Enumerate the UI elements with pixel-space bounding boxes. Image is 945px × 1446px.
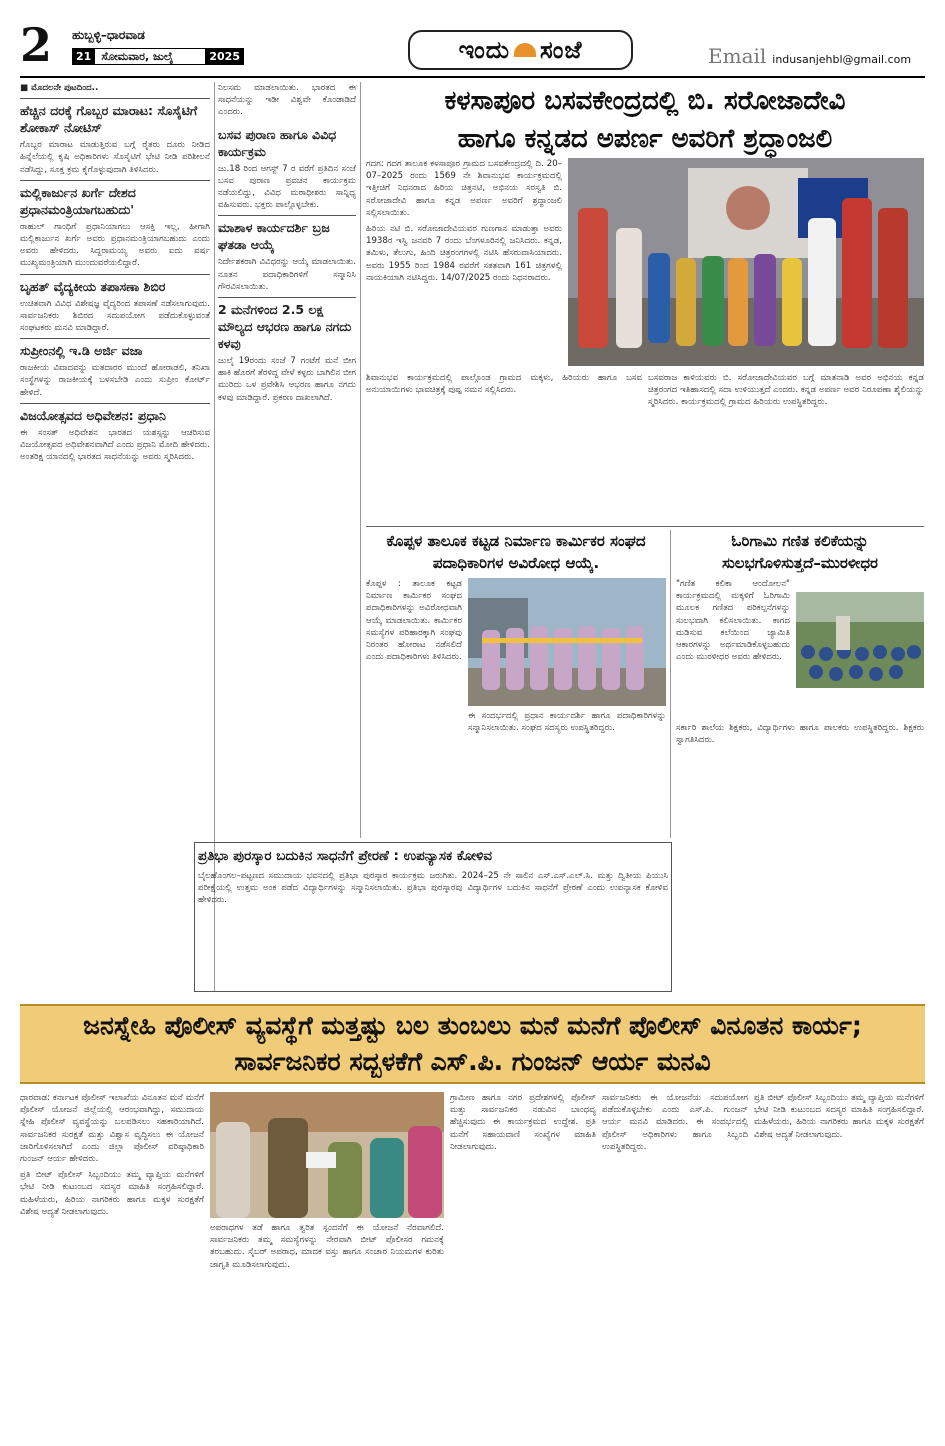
koppal-photo-illustration xyxy=(468,578,666,706)
police-body-col2 xyxy=(210,1222,444,1434)
section-rule xyxy=(366,526,924,527)
origami-headline-line1: ಓರಿಗಾಮಿ ಗಣಿತ ಕಲಿಕೆಯನ್ನು xyxy=(731,532,869,550)
email-block xyxy=(708,44,911,68)
top-story-body-right xyxy=(648,372,924,522)
police-paragraph: ಪ್ರತಿ ಬೀಟ್ ಪೊಲೀಸ್ ಸಿಬ್ಬಂದಿಯು ತಮ್ಮ ವ್ಯಾಪ್ತಿಯ ಮನೆಗಳಿಗೆ ಭೇಟಿ ನೀಡಿ ಕುಟುಂಬದ ಸದಸ್ಯರ ಮಾಹಿತಿ ಸಂಗ್ರಹಿಸಲಿದ್ದಾರೆ. ಮಹಿಳೆಯರು, ಹಿರಿಯ ನಾಗರಿಕರು ಹಾಗೂ ಮಕ್ಕಳ ಸುರಕ್ಷತೆಗೆ ವಿಶೇಷ ಆದ್ಯತೆ ನೀಡಲಾಗುವುದು. xyxy=(20,1170,204,1217)
header-rule xyxy=(20,76,925,78)
masthead xyxy=(0,0,945,74)
article-headline-basava-purana: ಬಸವ ಪುರಾಣ ಹಾಗೂ ವಿವಿಧ ಕಾರ್ಯಕ್ರಮ xyxy=(218,126,337,159)
article-headline-mashala: ಮಾಶಾಳ ಕಾರ್ಯದರ್ಶಿ ಬ್ರಜ ಘತಡಾ ಆಯ್ಕೆ xyxy=(218,215,356,253)
second-column xyxy=(218,82,356,834)
koppal-body-left xyxy=(366,578,462,834)
origami-body-left xyxy=(676,578,790,718)
koppal-paragraph: ಕೊಪ್ಪಳ : ತಾಲೂಕ ಕಟ್ಟಡ ನಿರ್ಮಾಣ ಕಾರ್ಮಿಕರ ಸಂಘದ ಪದಾಧಿಕಾರಿಗಳನ್ನು ಅವಿರೋಧವಾಗಿ ಆಯ್ಕೆ ಮಾಡಲಾಯಿತು. ಕಾರ್ಮಿಕರ ಸಮಸ್ಯೆಗಳ ಪರಿಹಾರಕ್ಕಾಗಿ ಸಂಘವು ನಿರಂತರ ಹೋರಾಟ ನಡೆಸಲಿದೆ ಎಂದು ಪದಾಧಿಕಾರಿಗಳು ತಿಳಿಸಿದರು. xyxy=(366,579,462,663)
article-headline-ed-petition: ಸುಪ್ರೀಂನಲ್ಲಿ ಇ.ಡಿ ಅರ್ಜಿ ವಜಾ xyxy=(20,338,210,359)
date-day: 21 xyxy=(72,49,95,64)
article-body-continuation: ನಿಲಸಮ ಮಾಡಲಾಯಿತು. ಭಾರತದ ಈ ಸಾಧನೆಯನ್ನು ಇಡೀ ವಿಶ್ವವೇ ಕೊಂಡಾಡಿದೆ ಎಂದರು. xyxy=(218,83,356,118)
email-address[interactable]: indusanjehbl@gmail.com xyxy=(772,53,912,66)
koppal-photo xyxy=(468,578,666,706)
police-body-col4 xyxy=(602,1092,748,1434)
origami-photo-illustration xyxy=(796,592,924,688)
police-paragraph: ಸಾರ್ವಜನಿಕರು ಈ ಯೋಜನೆಯ ಸದುಪಯೋಗ ಪಡೆದುಕೊಳ್ಳಬೇಕು ಎಂದು ಎಸ್.ಪಿ. ಗುಂಜನ್ ಆರ್ಯ ಮನವಿ ಮಾಡಿದರು. ಈ ಸಂದರ್ಭದಲ್ಲಿ ಪೊಲೀಸ್ ಅಧಿಕಾರಿಗಳು ಹಾಗೂ ಸಿಬ್ಬಂದಿ ಉಪಸ್ಥಿತರಿದ್ದರು. xyxy=(602,1093,748,1152)
origami-body-lower xyxy=(676,722,924,998)
article-headline-session: ವಿಜಯೋತ್ಸವದ ಅಧಿವೇಶನ: ಪ್ರಧಾನಿ xyxy=(20,403,210,424)
police-body-col3 xyxy=(450,1092,596,1434)
email-label: Email xyxy=(708,44,767,68)
police-paragraph: ಪ್ರತಿ ಬೀಟ್ ಪೊಲೀಸ್ ಸಿಬ್ಬಂದಿಯು ತಮ್ಮ ವ್ಯಾಪ್ತಿಯ ಮನೆಗಳಿಗೆ ಭೇಟಿ ನೀಡಿ ಕುಟುಂಬದ ಸದಸ್ಯರ ಮಾಹಿತಿ ಸಂಗ್ರಹಿಸಲಿದ್ದಾರೆ. ಮಹಿಳೆಯರು, ಹಿರಿಯ ನಾಗರಿಕರು ಹಾಗೂ ಮಕ್ಕಳ ಸುರಕ್ಷತೆಗೆ ವಿಶೇಷ ಆದ್ಯತೆ ನೀಡಲಾಗುವುದು. xyxy=(754,1093,924,1140)
origami-headline-line2: ಸುಲಭಗೊಳಿಸುತ್ತದೆ–ಮುರಳೀಧರ xyxy=(721,554,878,572)
koppal-headline xyxy=(366,530,666,574)
article-headline-theft: 2 ಮನೆಗಳಿಂದ 2.5 ಲಕ್ಷ ಮೌಲ್ಯದ ಆಭರಣ ಹಾಗೂ ನಗದು ಕಳವು xyxy=(218,297,356,352)
column-divider xyxy=(360,82,361,838)
logo-left-text: ಇಂದು xyxy=(458,36,510,64)
article-body-theft: ಜುಲೈ 19ರಂದು ಸಂಜೆ 7 ಗಂಟೆಗೆ ಮನೆ ಬೀಗ ಹಾಕಿ ಹೊರಗೆ ತೆರಳಿದ್ದ ವೇಳೆ ಕಳ್ಳರು ಬಾಗಿಲಿನ ಬೀಗ ಮುರಿದು ಒಳ ಪ್ರವೇಶಿಸಿ ಆಭರಣ ಹಾಗೂ ನಗದು ಕಳವು ಮಾಡಿದ್ದಾರೆ. ಪ್ರಕರಣ ದಾಖಲಾಗಿದೆ. xyxy=(218,356,356,403)
newspaper-logo xyxy=(408,30,633,70)
page-number: 2 xyxy=(20,18,53,72)
edition-label: ಹುಬ್ಬಳ್ಳಿ–ಧಾರವಾಡ xyxy=(72,28,145,42)
column-divider xyxy=(670,530,671,838)
left-column xyxy=(20,82,210,990)
top-story-body-intro xyxy=(366,158,562,368)
article-body-mashala: ನಿರ್ದೇಶಕರಾಗಿ ವಿವಿಧರನ್ನು ಆಯ್ಕೆ ಮಾಡಲಾಯಿತು. ನೂತನ ಪದಾಧಿಕಾರಿಗಳಿಗೆ ಸನ್ಮಾನಿಸಿ ಗೌರವಿಸಲಾಯಿತು. xyxy=(218,257,356,292)
top-story-paragraph: ಗದಗ: ಗದಗ ತಾಲೂಕ ಕಳಸಾಪೂರ ಗ್ರಾಮದ ಬಸವಕೇಂದ್ರದಲ್ಲಿ ದಿ. 20–07–2025 ರಂದು 1569 ನೇ ಶಿವಾನುಭವ ಕಾರ್ಯಕ್ರಮದಲ್ಲಿ ಇತ್ತೀಚಿಗೆ ನಿಧನರಾದ ಹಿರಿಯ ಚಿತ್ರನಟಿ, ಅಭಿನಯ ಸರಸ್ವತಿ ಬಿ. ಸರೋಜಾದೇವಿ ಹಾಗೂ ಕನ್ನಡ ಅಪರ್ಣ ಅವರಿಗೆ ಶ್ರದ್ಧಾಂಜಲಿ ಸಲ್ಲಿಸಲಾಯಿತು. xyxy=(366,159,562,218)
article-headline-fertilizer: ಹೆಚ್ಚಿನ ದರಕ್ಕೆ ಗೊಬ್ಬರ ಮಾರಾಟ: ಸೊಸೈಟಿಗೆ ಶೋಕಾಸ್ ನೋಟಿಸ್ xyxy=(20,98,210,136)
police-headline-banner xyxy=(20,1004,925,1084)
sun-icon xyxy=(514,43,536,57)
article-body-fertilizer: ಗೊಬ್ಬರ ಮಾರಾಟ ಮಾಡುತ್ತಿರುವ ಬಗ್ಗೆ ರೈತರು ದೂರು ನೀಡಿದ ಹಿನ್ನೆಲೆಯಲ್ಲಿ ಕೃಷಿ ಅಧಿಕಾರಿಗಳು ಸೊಸೈಟಿಗೆ ಭೇಟಿ ನೀಡಿ ಪರಿಶೀಲನೆ ನಡೆಸಿದ್ದು, ಸೂಕ್ತ ಕ್ರಮ ಕೈಗೊಳ್ಳುವುದಾಗಿ ತಿಳಿಸಿದರು. xyxy=(20,140,210,175)
article-body-ed-petition: ರಾಜಕೀಯ ವಿವಾದವನ್ನು ಮತದಾರರ ಮುಂದೆ ಹೋರಾಡಲಿ, ತನಿಖಾ ಸಂಸ್ಥೆಗಳನ್ನು ರಾಜಕೀಯಕ್ಕೆ ಬಳಸಬೇಡಿ ಎಂದು ಸುಪ್ರೀಂ ಕೋರ್ಟ್ ಹೇಳಿದೆ. xyxy=(20,363,210,398)
koppal-headline-line2: ಪದಾಧಿಕಾರಿಗಳ ಅವಿರೋಧ ಆಯ್ಕೆ. xyxy=(432,554,600,572)
koppal-paragraph: ಈ ಸಂದರ್ಭದಲ್ಲಿ ಪ್ರಧಾನ ಕಾರ್ಯದರ್ಶಿ ಹಾಗೂ ಪದಾಧಿಕಾರಿಗಳನ್ನು ಸನ್ಮಾನಿಸಲಾಯಿತು. ಸಂಘದ ಸದಸ್ಯರು ಉಪಸ್ಥಿತರಿದ್ದರು. xyxy=(468,711,666,734)
police-headline-line2: ಸಾರ್ವಜನಿಕರ ಸದ್ಬಳಕೆಗೆ ಎಸ್.ಪಿ. ಗುಂಜನ್ ಆರ್ಯ ಮನವಿ xyxy=(234,1047,711,1076)
date-weekday: ಸೋಮವಾರ, ಜುಲೈ xyxy=(101,49,174,63)
top-story-headline-line1: ಕಳಸಾಪೂರ ಬಸವಕೇಂದ್ರದಲ್ಲಿ ಬಿ. ಸರೋಜಾದೇವಿ xyxy=(444,86,846,116)
tribute-photo-illustration xyxy=(568,158,924,366)
top-story-headline-line2: ಹಾಗೂ ಕನ್ನಡದ ಅಪರ್ಣ ಅವರಿಗೆ ಶ್ರದ್ಧಾಂಜಲಿ xyxy=(457,124,833,154)
dateline xyxy=(72,48,244,65)
police-photo-illustration xyxy=(210,1092,444,1218)
police-body-col5 xyxy=(754,1092,924,1434)
top-story-body-left xyxy=(366,372,642,522)
top-story-headline xyxy=(366,82,924,158)
koppal-headline-line1: ಕೊಪ್ಪಳ ತಾಲೂಕ ಕಟ್ಟಡ ನಿರ್ಮಾಣ ಕಾರ್ಮಿಕರ ಸಂಘದ xyxy=(386,532,646,550)
pratibha-body xyxy=(198,870,668,988)
origami-photo xyxy=(796,592,924,688)
police-photo xyxy=(210,1092,444,1218)
article-body-basava-purana: ಜು.18 ರಿಂದ ಆಗಸ್ಟ್ 7 ರ ವರೆಗೆ ಪ್ರತಿದಿನ ಸಂಜೆ ಬಸವ ಪುರಾಣ ಪ್ರವಚನ ಕಾರ್ಯಕ್ರಮ ನಡೆಯಲಿದ್ದು, ವಿವಿಧ ಮಠಾಧೀಶರು ಸಾನ್ನಿಧ್ಯ ವಹಿಸುವರು. ಭಕ್ತರು ಪಾಲ್ಗೊಳ್ಳಬೇಕು. xyxy=(218,163,356,211)
continuation-tag: ■ ಮೊದಲನೇ ಪುಟದಿಂದ.. xyxy=(20,83,99,93)
tribute-photo xyxy=(568,158,924,366)
top-story-paragraph: ಶಿವಾನುಭವ ಕಾರ್ಯಕ್ರಮದಲ್ಲಿ ಪಾಲ್ಗೊಂಡ ಗ್ರಾಮದ ಮಕ್ಕಳು, ಹಿರಿಯರು ಹಾಗೂ ಬಸವ ಅನುಯಾಯಿಗಳು ಭಾವಚಿತ್ರಕ್ಕೆ ಪುಷ್ಪ ನಮನ ಸಲ್ಲಿಸಿದರು. xyxy=(366,373,642,396)
top-story-paragraph: ಬಸವರಾಜ ಕಾಳಿಯವರು ಬಿ. ಸರೋಜಾದೇವಿಯವರ ಬಗ್ಗೆ ಮಾತನಾಡಿ ಅವರ ಅಭಿನಯ ಕನ್ನಡ ಚಿತ್ರರಂಗದ ಇತಿಹಾಸದಲ್ಲಿ ಸದಾ ಉಳಿಯುತ್ತದೆ ಎಂದರು. ಕನ್ನಡ ಅಪರ್ಣ ಅವರ ನಿರೂಪಣಾ ಶೈಲಿಯನ್ನು ಸ್ಮರಿಸಿದರು. ಕಾರ್ಯಕ್ರಮದಲ್ಲಿ ಗ್ರಾಮದ ಹಿರಿಯರು ಉಪಸ್ಥಿತರಿದ್ದರು. xyxy=(648,373,924,408)
article-body-health-camp: ಉಚಿತವಾಗಿ ವಿವಿಧ ವಿಶೇಷಜ್ಞ ವೈದ್ಯರಿಂದ ತಪಾಸಣೆ ನಡೆಸಲಾಗುವುದು. ಸಾರ್ವಜನಿಕರು ಶಿಬಿರದ ಸದುಪಯೋಗ ಪಡೆದುಕೊಳ್ಳುವಂತೆ ಸಂಘಟಕರು ಮನವಿ ಮಾಡಿದ್ದಾರೆ. xyxy=(20,298,210,334)
origami-headline xyxy=(676,530,924,574)
police-paragraph: ಗ್ರಾಮೀಣ ಹಾಗೂ ನಗರ ಪ್ರದೇಶಗಳಲ್ಲಿ ಪೊಲೀಸ್ ಮತ್ತು ಸಾರ್ವಜನಿಕರ ನಡುವಿನ ಬಾಂಧವ್ಯ ಹೆಚ್ಚಿಸುವುದು ಈ ಕಾರ್ಯಕ್ರಮದ ಉದ್ದೇಶ. ಪ್ರತಿ ಮನೆಗೆ ಸಹಾಯವಾಣಿ ಸಂಖ್ಯೆಗಳ ಮಾಹಿತಿ ನೀಡಲಾಗುವುದು. xyxy=(450,1093,596,1152)
police-paragraph: ಅಪರಾಧಗಳ ತಡೆ ಹಾಗೂ ತ್ವರಿತ ಸ್ಪಂದನೆಗೆ ಈ ಯೋಜನೆ ನೆರವಾಗಲಿದೆ. ಸಾರ್ವಜನಿಕರು ತಮ್ಮ ಸಮಸ್ಯೆಗಳನ್ನು ನೇರವಾಗಿ ಬೀಟ್ ಪೊಲೀಸರ ಗಮನಕ್ಕೆ ತರಬಹುದು. ಸೈಬರ್ ಅಪರಾಧ, ಮಾದಕ ವಸ್ತು ಹಾಗೂ ಸಂಚಾರ ನಿಯಮಗಳ ಕುರಿತು ಜಾಗೃತಿ ಮೂಡಿಸಲಾಗುವುದು. xyxy=(210,1223,444,1270)
date-year: 2025 xyxy=(205,49,244,64)
pratibha-headline: ಪ್ರತಿಭಾ ಪುರಸ್ಕಾರ ಬದುಕಿನ ಸಾಧನೆಗೆ ಪ್ರೇರಣೆ : ಉಪನ್ಯಾಸಕ ಕೋಳಿವ xyxy=(198,848,493,864)
logo-right-text: ಸಂಜೆ xyxy=(539,36,583,64)
article-headline-health-camp: ಬೃಹತ್ ವೈದ್ಯಕೀಯ ತಪಾಸಣಾ ಶಿಬಿರ xyxy=(20,274,210,295)
article-body-session: ಈ ಸಂಸತ್ ಅಧಿವೇಶನ ಭಾರತದ ಯಶಸ್ಸನ್ನು ಆಚರಿಸುವ ವಿಜಯೋತ್ಸವದ ಅಧಿವೇಶನವಾಗಿದೆ ಎಂದು ಪ್ರಧಾನಿ ಮೋದಿ ಹೇಳಿದರು. ಅಂತರಿಕ್ಷ ಯಾನದಲ್ಲಿ ಭಾರತದ ಸಾಧನೆಯನ್ನು ಅವರು ಸ್ಮರಿಸಿದರು. xyxy=(20,427,210,463)
police-paragraph: ಧಾರವಾಡ: ಕರ್ನಾಟಕ ಪೊಲೀಸ್ ಇಲಾಖೆಯ ವಿನೂತನ ಮನೆ ಮನೆಗೆ ಪೊಲೀಸ್ ಯೋಜನೆ ಜಿಲ್ಲೆಯಲ್ಲಿ ಆರಂಭವಾಗಿದ್ದು, ಸಮುದಾಯ ಸ್ನೇಹಿ ಪೊಲೀಸ್ ವ್ಯವಸ್ಥೆಯನ್ನು ಬಲಪಡಿಸಲು ಸಹಕಾರಿಯಾಗಿದೆ. ಸಾರ್ವಜನಿಕರ ಸುರಕ್ಷತೆ ಮತ್ತು ವಿಶ್ವಾಸ ವೃದ್ಧಿಸಲು ಈ ಯೋಜನೆ ಜಾರಿಗೊಳಿಸಲಾಗಿದೆ ಎಂದು ಜಿಲ್ಲಾ ಪೊಲೀಸ್ ವರಿಷ್ಠಾಧಿಕಾರಿ ಗುಂಜನ್ ಆರ್ಯ ಹೇಳಿದರು. xyxy=(20,1093,204,1165)
article-body-kharge: ರಾಹುಲ್ ಗಾಂಧಿಗೆ ಪ್ರಧಾನಿಯಾಗಲು ಆಸಕ್ತಿ ಇಲ್ಲ, ಹೀಗಾಗಿ ಮಲ್ಲಿಕಾರ್ಜುನ ಖರ್ಗೆ ಅವರು ಪ್ರಧಾನಮಂತ್ರಿಯಾಗಬಹುದು ಎಂದು ಅವರು ಹೇಳಿದರು. ಸಿದ್ದರಾಮಯ್ಯ ಅವರು ಐದು ವರ್ಷ ಮುಖ್ಯಮಂತ್ರಿಯಾಗಿ ಮುಂದುವರೆಯಲಿದ್ದಾರೆ. xyxy=(20,221,210,269)
origami-paragraph: "ಗಣಿತ ಕಲಿಕಾ ಆಂದೋಲನ" ಕಾರ್ಯಕ್ರಮದಲ್ಲಿ ಮಕ್ಕಳಿಗೆ ಓರಿಗಾಮಿ ಮೂಲಕ ಗಣಿತದ ಪರಿಕಲ್ಪನೆಗಳನ್ನು ಸುಲಭವಾಗಿ ಕಲಿಸಲಾಯಿತು. ಕಾಗದ ಮಡಿಸುವ ಕಲೆಯಿಂದ ಜ್ಯಾಮಿತಿ ಆಕಾರಗಳನ್ನು ಅರ್ಥಮಾಡಿಕೊಳ್ಳಬಹುದು ಎಂದು ಮುರಳೀಧರ ಅವರು ಹೇಳಿದರು. xyxy=(676,579,790,663)
pratibha-paragraph: ಬೈಲಹೊಂಗಲ–ಪಟ್ಟಣದ ಸಮುದಾಯ ಭವನದಲ್ಲಿ ಪ್ರತಿಭಾ ಪುರಸ್ಕಾರ ಕಾರ್ಯಕ್ರಮ ಜರುಗಿತು. 2024–25 ನೇ ಸಾಲಿನ ಎಸ್.ಎಸ್.ಎಲ್.ಸಿ. ಮತ್ತು ದ್ವಿತೀಯ ಪಿಯುಸಿ ಪರೀಕ್ಷೆಯಲ್ಲಿ ಉತ್ತಮ ಅಂಕ ಪಡೆದ ವಿದ್ಯಾರ್ಥಿಗಳನ್ನು ಸನ್ಮಾನಿಸಲಾಯಿತು. ಪ್ರತಿಭಾ ಪುರಸ್ಕಾರವು ವಿದ್ಯಾರ್ಥಿಗಳ ಬದುಕಿನ ಸಾಧನೆಗೆ ಪ್ರೇರಣೆ ಎಂದು ಉಪನ್ಯಾಸಕ ಕೋಳಿವ ಹೇಳಿದರು. xyxy=(198,871,668,906)
article-headline-kharge: ಮಲ್ಲಿಕಾರ್ಜುನ ಖರ್ಗೆ ದೇಶದ ಪ್ರಧಾನಮಂತ್ರಿಯಾಗಬಹುದು' xyxy=(20,180,210,218)
top-story-paragraph: ಹಿರಿಯ ನಟಿ ಬಿ. ಸರೋಜಾದೇವಿಯವರ ಗುಣಗಾನ ಮಾಡುತ್ತಾ ಅವರು 1938ರ ಇಸ್ವಿ ಜನವರಿ 7 ರಂದು ಬೆಂಗಳೂರಿನಲ್ಲಿ ಜನಿಸಿದರು. ಕನ್ನಡ, ತಮಿಳು, ತೆಲುಗು, ಹಿಂದಿ ಚಿತ್ರರಂಗಗಳಲ್ಲಿ ನಟಿಸಿ ಹೆಸರುವಾಸಿಯಾದರು. ಅವರು 1955 ರಿಂದ 1984 ರವರೆಗೆ ಸತತವಾಗಿ 161 ಚಿತ್ರಗಳಲ್ಲಿ ನಾಯಕಿಯಾಗಿ ನಟಿಸಿದ್ದರು. 14/07/2025 ರಂದು ನಿಧನರಾದರು. xyxy=(366,224,562,283)
koppal-body-right xyxy=(468,710,666,834)
origami-paragraph: ಸರ್ಕಾರಿ ಶಾಲೆಯ ಶಿಕ್ಷಕರು, ವಿದ್ಯಾರ್ಥಿಗಳು ಹಾಗೂ ಪಾಲಕರು ಉಪಸ್ಥಿತರಿದ್ದರು. ಶಿಕ್ಷಕರು ಸ್ವಾಗತಿಸಿದರು. xyxy=(676,723,924,746)
police-body-col1 xyxy=(20,1092,204,1434)
police-headline-line1: ಜನಸ್ನೇಹಿ ಪೊಲೀಸ್ ವ್ಯವಸ್ಥೆಗೆ ಮತ್ತಷ್ಟು ಬಲ ತುಂಬಲು ಮನೆ ಮನೆಗೆ ಪೊಲೀಸ್ ವಿನೂತನ ಕಾರ್ಯ; xyxy=(83,1011,862,1040)
